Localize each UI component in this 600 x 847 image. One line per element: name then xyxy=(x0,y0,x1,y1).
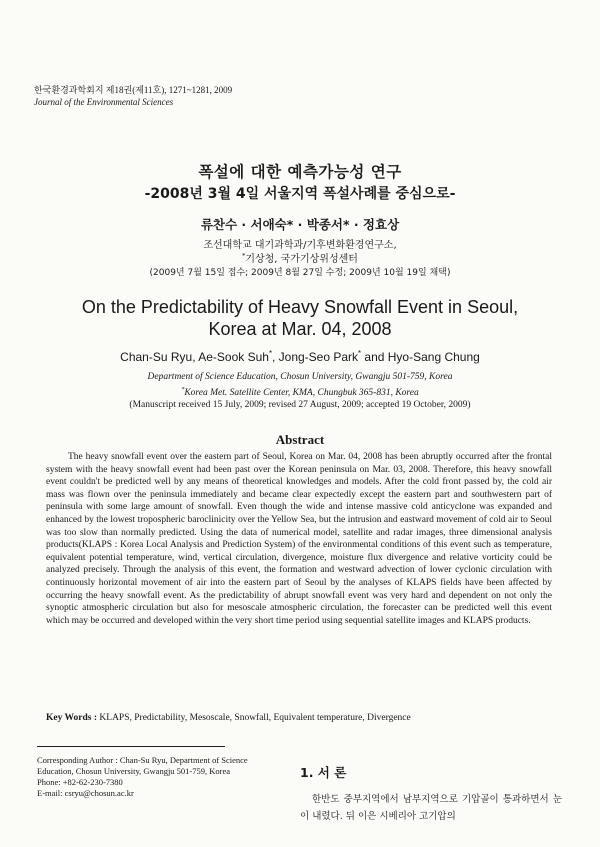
paper-title-en-line2: Korea at Mar. 04, 2008 xyxy=(208,319,392,339)
affiliation-mark: * xyxy=(242,251,246,260)
abstract-text: The heavy snowfall event over the eastern part of Seoul, Korea on Mar. 04, 2008 has been abruptly occurred after the frontal system with the heavy snowfall event had been past over the Korean peninsula on Mar. 03, 2008. Therefore, this heavy snowfall event couldn't be predicted well by any means of theoretical knowledges and models. After the cold front passed by, the cold air mass was flown over the peninsula immediately and became clear expectedly except the eastern part and southwestern part of peninsula with some large amount of snowfall. Even though the wide and intense massive cold anticyclone was expanded and enhanced by the lowest tropospheric baroclinicity over the Yellow Sea, but the intrusion and eastward movement of cold air to Seoul was too slow than normally predicted. Using the data of numerical model, satellite and radar images, three dimensional analysis products(KLAPS : Korea Local Analysis and Prediction System) of the environmental conditions of this event such as temperature, equivalent potential temperature, wind, vertical circulation, divergence, moisture flux divergence and relative vorticity could be analyzed precisely. Through the analysis of this event, the formation and westward advection of lower cyclonic circulation with continuously horizontal movement of air into the eastern part of Seoul by the analyses of KLAPS fields have been affected by occurring the heavy snowfall event. As the predictability of abrupt snowfall event was very hard and dependent on not only the synoptic atmospheric circulation but also for mesoscale atmospheric circulation, the forecaster can be predicted well this event which may be occurred and developed within the very short time period using sequential satellite images and KLAPS products. xyxy=(46,452,552,626)
authors-en xyxy=(0,349,600,364)
footnote-rule xyxy=(37,746,225,747)
dates-ko: (2009년 7월 15일 접수; 2009년 8월 27일 수정; 2009년 10월 19일 채택) xyxy=(149,268,451,278)
affiliation-ko-1: 조선대학교 대기과학과/기후변화환경연구소, xyxy=(203,240,397,251)
section-heading-introduction: 1. 서 론 xyxy=(300,765,347,780)
author-1: Chan-Su Ryu, Ae-Sook Suh xyxy=(120,350,269,364)
journal-name-en: Journal of the Environmental Sciences xyxy=(34,97,174,107)
affiliation-en-1: Department of Science Education, Chosun University, Gwangju 501-759, Korea xyxy=(147,372,453,382)
body-text-ko: 한반도 중부지역에서 남부지역으로 기압골이 통과하면서 눈이 내렸다. 뒤 이은 시베리아 고기압의 xyxy=(300,794,562,822)
affiliation-ko-2-text: 기상청, 국가기상위성센터 xyxy=(245,254,358,265)
corresponding-email: E-mail: csryu@chosun.ac.kr xyxy=(37,788,134,798)
author-mark-1: * xyxy=(268,349,272,358)
corresponding-phone: Phone: +82-62-230-7380 xyxy=(37,777,123,787)
journal-header xyxy=(34,84,232,108)
corresponding-line-1: Corresponding Author : Chan-Su Ryu, Department of Science xyxy=(37,755,248,765)
paper-subtitle-ko: -2008년 3월 4일 서울지역 폭설사례를 중심으로- xyxy=(144,186,456,202)
author-3: and Hyo-Sang Chung xyxy=(361,350,480,364)
keywords-label: Key Words : xyxy=(46,713,98,723)
paper-title-en xyxy=(0,296,600,340)
corresponding-author xyxy=(37,755,248,799)
affiliation-en xyxy=(0,371,600,399)
author-2: , Jong-Seo Park xyxy=(271,350,359,364)
dates-en: (Manuscript received 15 July, 2009; revised 27 August, 2009; accepted 19 October, 2009) xyxy=(129,400,471,410)
abstract-heading: Abstract xyxy=(275,432,325,447)
affiliation-ko-2 xyxy=(0,250,600,265)
affiliation-en-mark: * xyxy=(181,386,185,393)
journal-info-ko: 한국환경과학회지 제18권(제11호), 1271~1281, 2009 xyxy=(34,85,233,95)
keywords xyxy=(46,713,552,723)
author-mark-2: * xyxy=(358,349,362,358)
affiliation-en-2-text: Korea Met. Satellite Center, KMA, Chungbuk 365-831, Korea xyxy=(184,387,419,398)
paper-title-ko: 폭설에 대한 예측가능성 연구 xyxy=(198,163,402,181)
keywords-list: KLAPS, Predictability, Mesoscale, Snowfall, Equivalent temperature, Divergence xyxy=(97,713,411,723)
corresponding-line-2: Education, Chosun University, Gwangju 501-759, Korea xyxy=(37,766,231,776)
paper-title-en-line1: On the Predictability of Heavy Snowfall Event in Seoul, xyxy=(81,297,519,317)
authors-ko: 류찬수 · 서애숙* · 박종서* · 정효상 xyxy=(200,217,400,232)
affiliation-en-2 xyxy=(0,384,600,400)
